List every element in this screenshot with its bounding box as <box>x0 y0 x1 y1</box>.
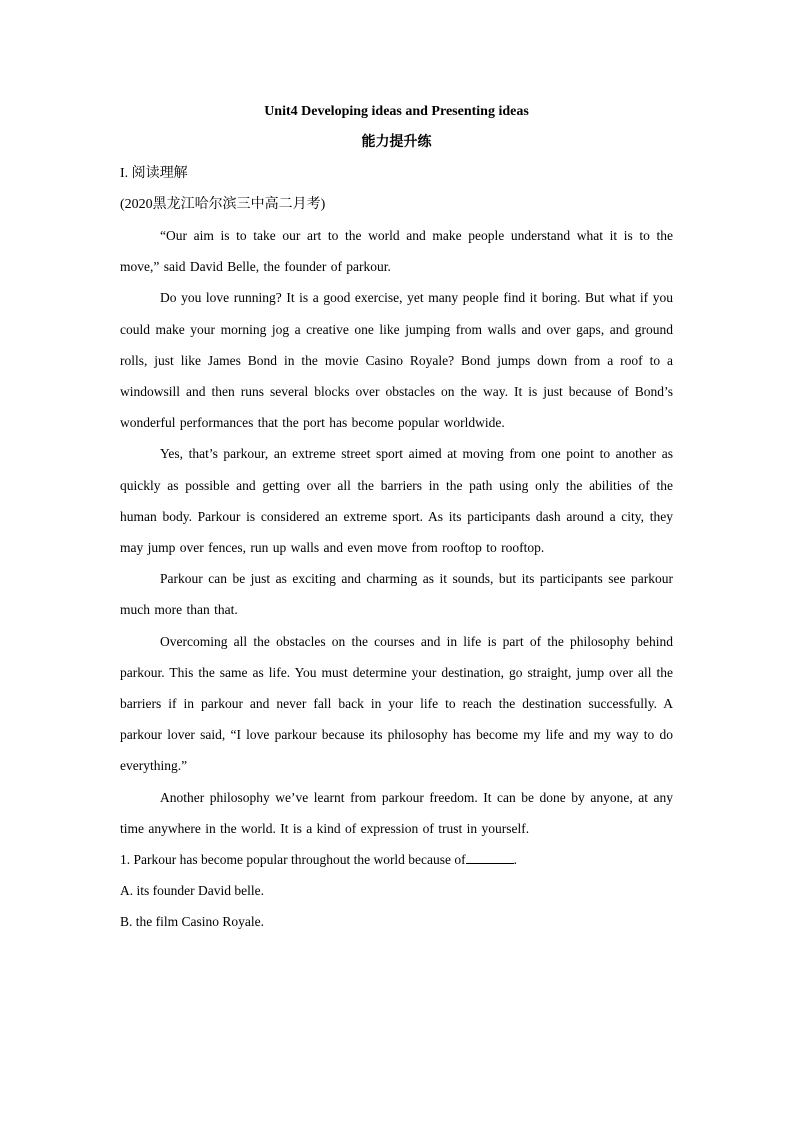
question-stem <box>120 844 673 875</box>
question-block <box>120 844 673 938</box>
answer-option-a: A. its founder David belle. <box>120 883 264 899</box>
document-subtitle: 能力提升练 <box>361 135 432 150</box>
question-stem-end: . <box>513 852 518 868</box>
reading-passage <box>120 220 673 844</box>
passage-paragraph: Yes, that’s parkour, an extreme street sport aimed at moving from one point to another as quickly as possible and getting over all the barriers in the path using only the abilities of the human body. Parkour is considered an extreme sport. As its participants dash around a city, they may jump over fences, run up walls and even move from rooftop to rooftop. <box>120 446 673 556</box>
document-title: Unit4 Developing ideas and Presenting ideas <box>264 104 529 119</box>
section-source: (2020黑龙江哈尔滨三中高二月考) <box>120 197 326 212</box>
passage-paragraph: Overcoming all the obstacles on the courses and in life is part of the philosophy behind parkour. This the same as life. You must determine your destination, go straight, jump over all the barriers if in parkour and never fall back in your life to reach the destination successfully. A parkour lover said, “I love parkour because its philosophy has become my life and my way to do everything.” <box>120 633 673 774</box>
document-page <box>120 96 673 938</box>
passage-paragraph: Do you love running? It is a good exercise, yet many people find it boring. But what if you could make your morning jog a creative one like jumping from walls and over gaps, and ground rolls, just like James Bond in the movie Casino Royale? Bond jumps down from a roof to a windowsill and then runs several blocks over obstacles on the way. It is just because of Bond’s wonderful performances that the port has become popular worldwide. <box>120 290 673 431</box>
passage-paragraph: Parkour can be just as exciting and charming as it sounds, but its participants see parkour much more than that. <box>120 571 673 618</box>
answer-option-b: B. the film Casino Royale. <box>120 914 264 930</box>
passage-paragraph: Another philosophy we’ve learnt from parkour freedom. It can be done by anyone, at any time anywhere in the world. It is a kind of expression of trust in yourself. <box>120 789 673 836</box>
question-stem-text: 1. Parkour has become popular throughout the world because of <box>120 852 466 868</box>
answer-blank[interactable] <box>466 849 514 864</box>
section-heading: I. 阅读理解 <box>120 166 188 181</box>
passage-paragraph: “Our aim is to take our art to the world and make people understand what it is to the move,” said David Belle, the founder of parkour. <box>120 228 673 275</box>
